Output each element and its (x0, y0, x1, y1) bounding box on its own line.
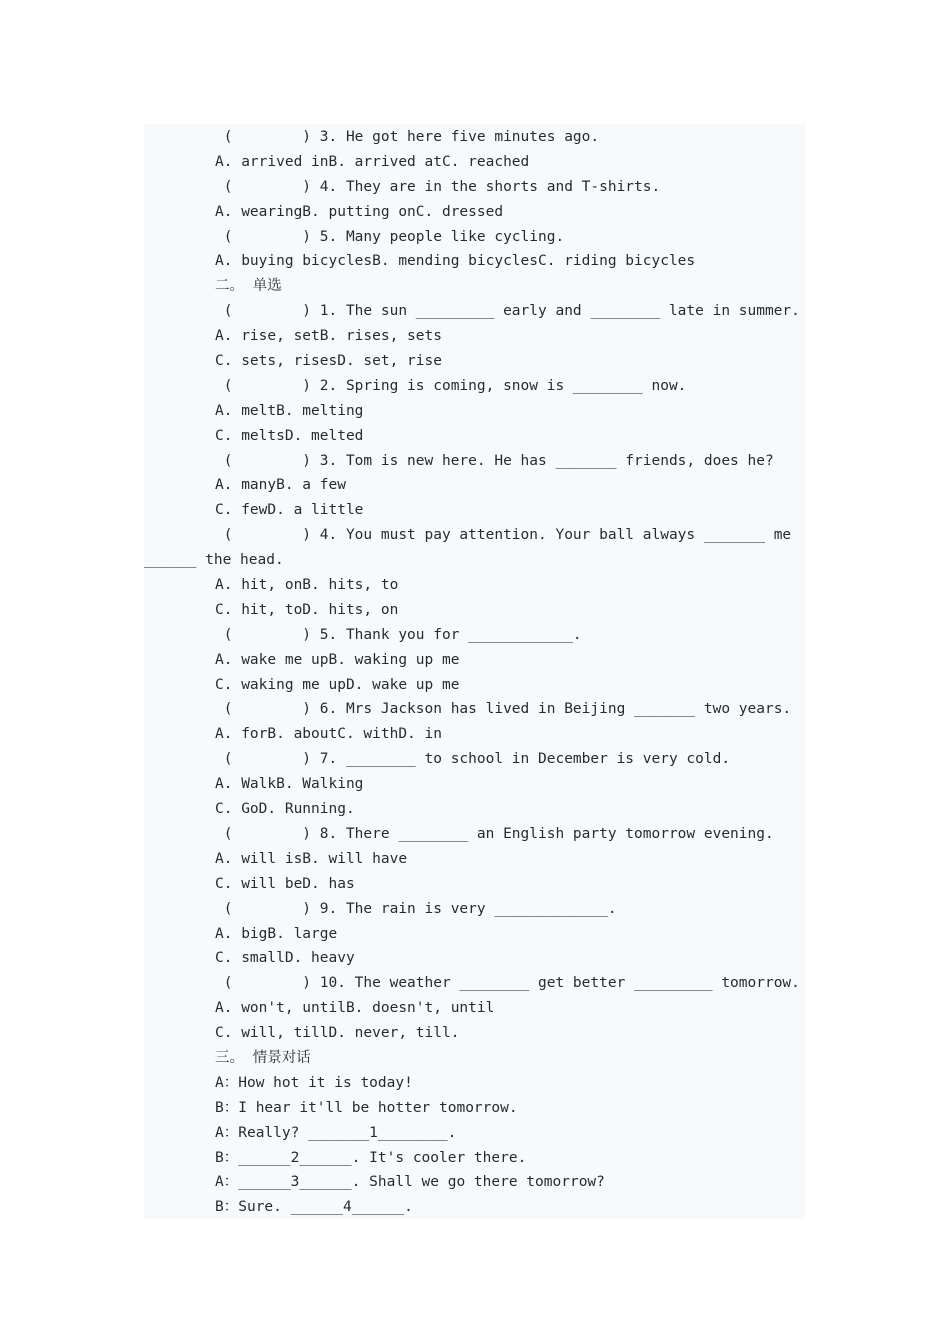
text-line: A. rise, setB. rises, sets (215, 328, 442, 345)
text-line: A. wearingB. putting onC. dressed (215, 203, 504, 220)
text-line: ( ) 5. Many people like cycling. (215, 228, 565, 245)
text-line: A. manyB. a few (215, 477, 346, 494)
text-line: C. smallD. heavy (215, 950, 355, 967)
text-line: 二。 单选 (215, 278, 282, 295)
text-line: A：______3______. Shall we go there tomorrow? (215, 1174, 605, 1191)
text-line: C. meltsD. melted (215, 427, 364, 444)
text-line: A. forB. aboutC. withD. in (215, 726, 442, 743)
text-line: A：How hot it is today! (215, 1074, 413, 1091)
text-line: A. will isB. will have (215, 850, 408, 867)
text-line: C. will, tillD. never, till. (215, 1025, 460, 1042)
text-line: C. hit, toD. hits, on (215, 601, 399, 618)
document-body (0, 125, 950, 1220)
text-line: ( ) 5. Thank you for ____________. (215, 626, 582, 643)
text-line: A. meltB. melting (215, 402, 364, 419)
text-line: A. WalkB. Walking (215, 776, 364, 793)
text-line: A. arrived inB. arrived atC. reached (215, 153, 530, 170)
text-line: B：Sure. ______4______. (215, 1199, 413, 1216)
text-line: ( ) 4. You must pay attention. Your ball always _______ me (215, 527, 792, 544)
text-line: ( ) 9. The rain is very _____________. (215, 900, 617, 917)
text-line: 三。 情景对话 (215, 1049, 311, 1066)
text-line: A. hit, onB. hits, to (215, 577, 399, 594)
text-line: C. sets, risesD. set, rise (215, 353, 442, 370)
text-line: ( ) 2. Spring is coming, snow is ________ now. (215, 377, 687, 394)
text-line: ( ) 4. They are in the shorts and T-shirts. (215, 178, 661, 195)
text-line: ( ) 3. Tom is new here. He has _______ friends, does he? (215, 452, 774, 469)
text-line: ______ the head. (144, 552, 284, 569)
text-line: C. will beD. has (215, 875, 355, 892)
text-line: B：______2______. It's cooler there. (215, 1149, 527, 1166)
text-line: ( ) 7. ________ to school in December is very cold. (215, 751, 731, 768)
text-line: ( ) 10. The weather ________ get better _________ tomorrow. (215, 975, 800, 992)
text-line: A. wake me upB. waking up me (215, 651, 460, 668)
text-line: A. bigB. large (215, 925, 338, 942)
text-line: ( ) 1. The sun _________ early and ________ late in summer. (215, 303, 800, 320)
text-line: C. GoD. Running. (215, 801, 355, 818)
text-line: A. buying bicyclesB. mending bicyclesC. riding bicycles (215, 253, 696, 270)
text-line: C. waking me upD. wake up me (215, 676, 460, 693)
text-line: ( ) 8. There ________ an English party tomorrow evening. (215, 825, 774, 842)
text-line: C. fewD. a little (215, 502, 364, 519)
text-line: A：Really? _______1________. (215, 1124, 457, 1141)
text-line: ( ) 6. Mrs Jackson has lived in Beijing _______ two years. (215, 701, 792, 718)
text-line: ( ) 3. He got here five minutes ago. (215, 129, 600, 145)
text-line: A. won't, untilB. doesn't, until (215, 1000, 495, 1017)
text-line: B：I hear it'll be hotter tomorrow. (215, 1099, 518, 1116)
